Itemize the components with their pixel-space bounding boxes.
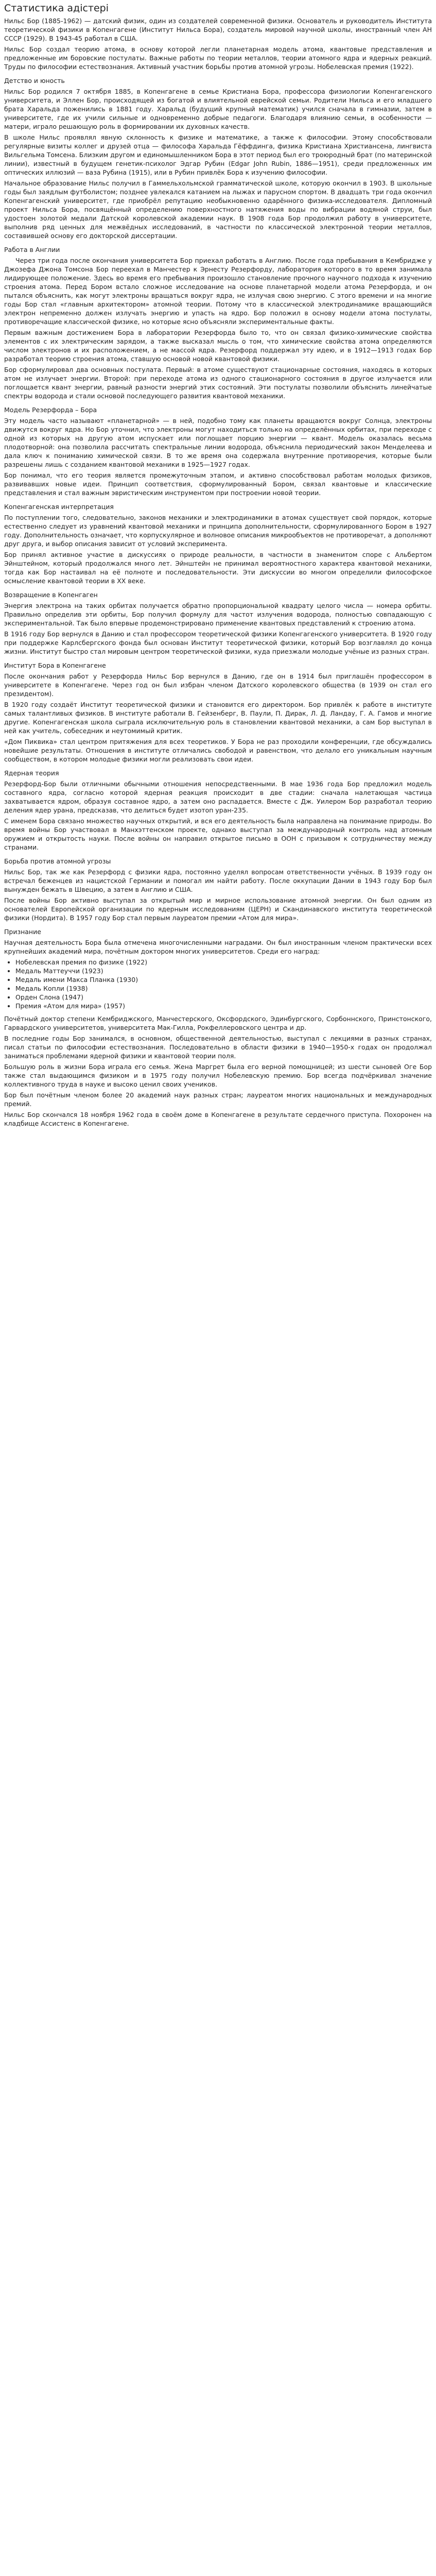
section-heading: Институт Бора в Копенгагене: [4, 662, 106, 669]
section-paragraph: После окончания работ у Резерфорда Нильс Бор вернулся в Данию, где он в 1914 был приглашён профессором в университете в Копенгагене. Через год он был избран членом Датского королевского общества (в 1939 он стал его президентом).: [4, 672, 432, 698]
section-heading: Борьба против атомной угрозы: [4, 857, 111, 865]
sections-container: [4, 76, 432, 1128]
award-item: • Нобелевская премия по физике (1922): [15, 958, 432, 967]
section-heading: Признание: [4, 928, 41, 936]
section-heading: Копенгагенская интерпретация: [4, 503, 114, 511]
section-paragraph: По поступлении того, следовательно, законов механики и электродинамики в атомах существует свой порядок, которые естественно следует из уравнений квантовой механики и принципа дополнительности, сформулированного Бором в 1927 году. Дополнительность означает, что корпускулярное и волновое описания микрообъектов не противоречат, а дополняют друг друга, и выбор описания зависит от условий эксперимента.: [4, 514, 432, 548]
awards-list: [4, 958, 432, 1010]
section-paragraph: С именем Бора связано множество научных открытий, и вся его деятельность была направлена на понимание природы. Во время войны Бор участвовал в Манхэттенском проекте, однако выступал за международный контроль над атомным оружием и открытость науки. После войны он направил открытое письмо в ООН с призывом к сотрудничеству между странами.: [4, 817, 432, 851]
section-heading: Возвращение в Копенгаген: [4, 591, 98, 599]
section-heading: Ядерная теория: [4, 769, 59, 777]
section-paragraph: Бор был почётным членом более 20 академий наук разных стран; лауреатом многих национальных и международных премий.: [4, 1091, 432, 1108]
document-page: [0, 0, 436, 1130]
section-paragraph: Бор понимал, что его теория является промежуточным этапом, и активно способствовал работам молодых физиков, развивавших новые идеи. Принцип соответствия, сформулированный Бором, связал квантовые и классические представления и стал важным эвристическим инструментом при построении новой теории.: [4, 471, 432, 497]
section-paragraph: Первым важным достижением Бора в лаборатории Резерфорда было то, что он связал физико-химические свойства элементов с их электрическим зарядом, а также высказал мысль о том, что химические свойства атома определяются числом электронов и их расположением, а не массой ядра. Резерфорд поддержал эту идею, и в 1912—1913 годах Бор разработал теорию строения атома, ставшую основой новой квантовой физики.: [4, 329, 432, 363]
section-paragraph: Нильс Бор родился 7 октября 1885, в Копенгагене в семье Кристиана Бора, профессора физиологии Копенгагенского университета, и Эллен Бор, происходящей из богатой и влиятельной еврейской семьи. Родители Нильса и его младшего брата Харальда поженились в 1881 году. Харальд (будущий крупный математик) учился сначала в гимназии, затем в университете, где их учили сильные и одновременно добрые педагоги. Благодаря влиянию семьи, в особенности — матери, играло решающую роль в формировании их духовных качеств.: [4, 88, 432, 130]
section-paragraph: Энергия электрона на таких орбитах получается обратно пропорциональной квадрату целого числа — номера орбиты. Правильно определив эти орбиты, Бор получил формулу для частот излучения водорода, полностью совпадающую с экспериментальной. Так было впервые продемонстрировано применение квантовых представлений к строению атома.: [4, 602, 432, 627]
section-paragraph: В школе Нильс проявлял явную склонность к физике и математике, а также к философии. Этому способствовали регулярные визиты коллег и друзей отца — философа Харальда Гёффдинга, физика Кристиана Христиансена, лингвиста Вильгельма Томсена. Близким другом и единомышленником Бора в этот период был его троюродный брат (по материнской линии), известный в будущем генетик-психолог Эдгар Рубин (Edgar John Rubin, 1886—1951), среди предложенных им оптических иллюзий — ваза Рубина (1915), или в Рубин привлёк Бора к изучению философии.: [4, 133, 432, 176]
section-paragraph: Резерфорд-Бор были отличными обычными отношения непосредственными. В мае 1936 года Бор предложил модель составного ядра, согласно которой ядерная реакция происходит в две стадии: сначала налетающая частица захватывается ядром, образуя составное ядро, а затем оно распадается. Вместе с Дж. Уилером Бор разработал теорию деления ядер урана, предсказав, что делиться будет изотоп уран-235.: [4, 780, 432, 814]
award-item: • Медаль Копли (1938): [15, 984, 432, 993]
section-paragraph: Эту модель часто называют «планетарной» — в ней, подобно тому как планеты вращаются вокруг Солнца, электроны движутся вокруг ядра. Но Бор уточнил, что электроны могут находиться только на определённых орбитах, при переходе с одной из которых на другую атом испускает или поглощает порцию энергии — квант. Модель оказалась весьма плодотворной: она позволила рассчитать спектральные линии водорода, объяснила периодический закон Менделеева и дала ключ к пониманию химической связи. В то же время она содержала внутренние противоречия, которые были разрешены лишь с созданием квантовой механики в 1925—1927 годах.: [4, 417, 432, 468]
award-item: • Орден Слона (1947): [15, 993, 432, 1002]
section-paragraph: Научная деятельность Бора была отмечена многочисленными наградами. Он был иностранным членом практически всех крупнейших академий мира, почётным доктором многих университетов. Среди его наград:: [4, 939, 432, 955]
award-item: • Медаль Маттеуччи (1923): [15, 967, 432, 975]
section-paragraph: В 1916 году Бор вернулся в Данию и стал профессором теоретической физики Копенгагенского университета. В 1920 году при поддержке Карлсбергского фонда был основан Институт теоретической физики, который Бор возглавлял до конца жизни. Институт быстро стал мировым центром теоретической физики, куда приезжали молодые учёные из разных стран.: [4, 630, 432, 655]
award-item: • Медаль имени Макса Планка (1930): [15, 975, 432, 984]
section-heading: Работа в Англии: [4, 246, 60, 253]
section-paragraph: Бор сформулировал два основных постулата. Первый: в атоме существуют стационарные состояния, находясь в которых атом не излучает энергии. Второй: при переходе атома из одного стационарного состояния в другое излучается или поглощается квант энергии, равный разности энергий этих состояний. Эти постулаты позволили объяснить линейчатые спектры водорода и стали основой последующего развития квантовой механики.: [4, 366, 432, 400]
section-paragraph: В 1920 году создаёт Институт теоретической физики и становится его директором. Бор привлёк к работе в институте самых талантливых физиков. В институте работали В. Гейзенберг, В. Паули, П. Дирак, Л. Д. Ландау, Г. А. Гамов и многие другие. Копенгагенская школа сыграла исключительную роль в становлении квантовой механики, а сам Бор выступал в ней как учитель, собеседник и неутомимый критик.: [4, 701, 432, 735]
award-item: • Премия «Атом для мира» (1957): [15, 1002, 432, 1010]
section-heading: Модель Резерфорда – Бора: [4, 406, 97, 414]
document-title: Статистика адістері: [4, 3, 109, 14]
section-paragraph: Нильс Бор, так же как Резерфорд с физики ядра, постоянно уделял вопросам ответственности учёных. В 1939 году он встречал беженцев из нацистской Германии и помогал им найти работу. После оккупации Дании в 1943 году Бор был вынужден бежать в Швецию, а затем в Англию и США.: [4, 868, 432, 893]
section-paragraph: Бор принял активное участие в дискуссиях о природе реальности, в частности в знаменитом споре с Альбертом Эйнштейном, который продолжался много лет. Эйнштейн не принимал вероятностного характера квантовой механики, тогда как Бор настаивал на её полноте и последовательности. Эти дискуссии во многом определили философское осмысление квантовой теории в XX веке.: [4, 551, 432, 585]
intro-block: [4, 16, 432, 71]
section-paragraph: После войны Бор активно выступал за открытый мир и мирное использование атомной энергии. Он был одним из основателей Европейской организации по ядерным исследованиям (ЦЕРН) и Скандинавского института теоретической физики (Нордита). В 1957 году Бор стал первым лауреатом премии «Атом для мира».: [4, 896, 432, 922]
section-paragraph: «Дом Пиквика» стал центром притяжения для всех теоретиков. У Бора не раз проходили конференции, где обсуждались новейшие результаты. Отношения в институте отличались свободой и равенством, что делало его уникальным научным сообществом, в котором молодые физики могли реализовать свои идеи.: [4, 738, 432, 763]
intro-paragraph: Нильс Бор создал теорию атома, в основу которой легли планетарная модель атома, квантовые представления и предложенные им боровские постулаты. Важные работы по теории металлов, теории атомного ядра и ядерных реакций. Труды по философии естествознания. Активный участник борьбы против атомной угрозы. Нобелевская премия (1922).: [4, 45, 432, 71]
section-paragraph: Начальное образование Нильс получил в Гаммельхольмской грамматической школе, которую окончил в 1903. В школьные годы был заядлым футболистом; позднее увлекался катанием на лыжах и парусном спортом. В двадцать три года окончил Копенгагенский университет, где приобрёл репутацию необыкновенно одарённого физика-исследователя. Дипломный проект Нильса Бора, посвящённый определению поверхностного натяжения воды по вибрации водяной струи, был удостоен золотой медали Датской королевской академии наук. В 1908 года Бор продолжил работу в университете, выполнив ряд ценных для межвёдных исследований, в частности по классической электронной теории металлов, составившей основу его докторской диссертации.: [4, 179, 432, 240]
section-paragraph: Почётный доктор степени Кембриджского, Манчестерского, Оксфордского, Эдинбургского, Сорбоннского, Принстонского, Гарвардского университетов, университета Мак-Гилла, Рокфеллеровского центра и др.: [4, 1015, 432, 1031]
section-heading: Детство и юность: [4, 77, 65, 84]
section-paragraph: Через три года после окончания университета Бор приехал работать в Англию. После года пребывания в Кембридже у Джозефа Джона Томсона Бор переехал в Манчестер к Эрнесту Резерфорду, лаборатория которого в то время занимала лидирующее положение. Здесь во время его пребывания произошло становление прочного научного подхода к изучению строения атома. Перед Бором встало сложное исследование на основе планетарной модели атома Резерфорда, и он пытался объяснить, как могут электроны вращаться вокруг ядра, не излучая свою энергию. С этого времени и на многие годы Бор стал «главным архитектором» атомной теории. Потому что в классической электродинамике вращающийся электрон непременно должен излучать энергию и упасть на ядро. Бор положил в основу модели атома постулаты, противоречащие классической физике, но которые ясно объясняли экспериментальные факты.: [4, 257, 432, 326]
section-paragraph: Нильс Бор скончался 18 ноября 1962 года в своём доме в Копенгагене в результате сердечного приступа. Похоронен на кладбище Ассистенс в Копенгагене.: [4, 1111, 432, 1127]
intro-paragraph: Нильс Бор (1885-1962) — датский физик, один из создателей современной физики. Основатель и руководитель Института теоретической физики в Копенгагене (Институт Нильса Бора), создатель мировой научной школы, иностранный член АН СССР (1929). В 1943-45 работал в США.: [4, 17, 432, 42]
section-paragraph: Большую роль в жизни Бора играла его семья. Жена Маргрет была его верной помощницей; из шести сыновей Оге Бор также стал выдающимся физиком и в 1975 году получил Нобелевскую премию. Бор всегда подчёркивал значение коллективного труда в науке и высоко ценил своих учеников.: [4, 1063, 432, 1088]
section-paragraph: В последние годы Бор занимался, в основном, общественной деятельностью, выступал с лекциями в разных странах, писал статьи по философии естествознания. Последовательно в области физики в 1940—1950-х годах он продолжал заниматься проблемами ядерной физики и квантовой теории поля.: [4, 1035, 432, 1060]
